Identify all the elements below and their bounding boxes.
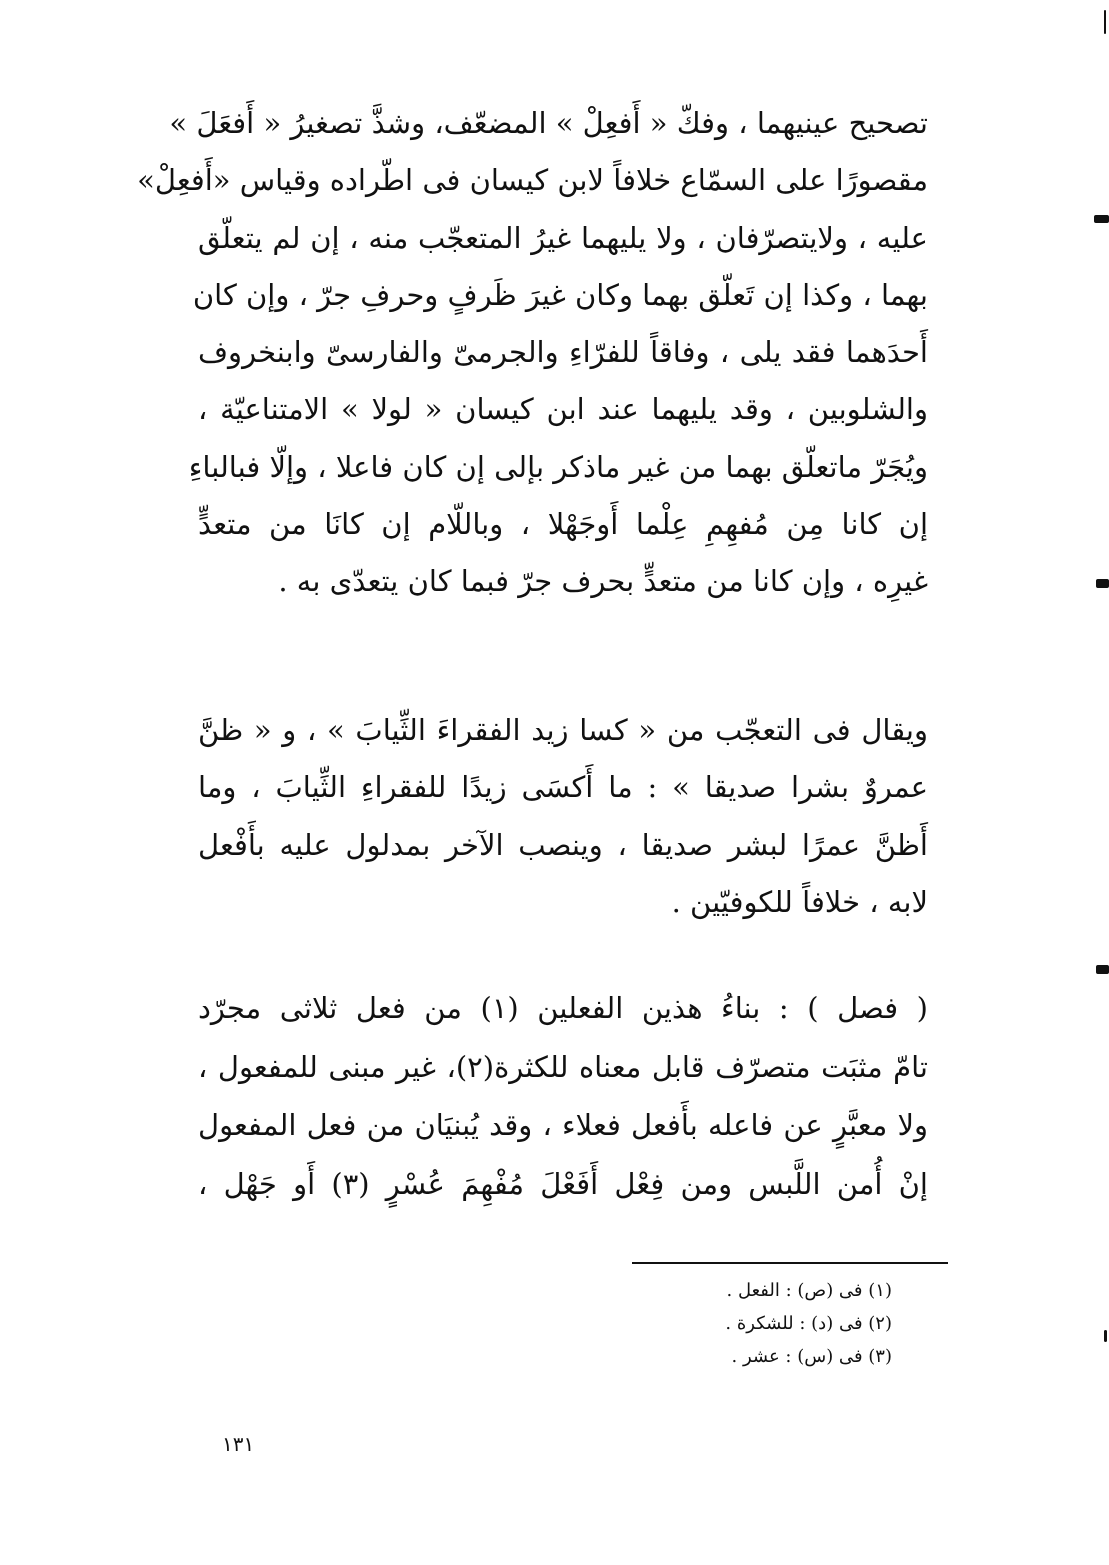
text-line: مقصورًا على السمّاع خلافاً لابن كيسان فى اطّراده وقياس «أَفعِلْ» — [137, 163, 928, 198]
scan-mark — [1096, 965, 1109, 974]
text-line: والشلوبين ، وقد يليهما عند ابن كيسان « لولا » الامتناعيّة ، — [198, 392, 928, 427]
scan-mark — [1096, 579, 1109, 588]
text-line: إن كانا مِن مُفهِمِ عِلْما أَوجَهْلا ، وباللّام إن كانَا من متعدٍّ — [198, 507, 928, 542]
scan-mark — [1104, 10, 1106, 34]
text-line: أَحدَهما فقد يلى ، وفاقاً للفرّاءِ والجرمىّ والفارسىّ وابنخروف — [198, 335, 928, 370]
scan-mark — [1094, 215, 1109, 223]
text-line: بهما ، وكذا إن تَعلّق بهما وكان غيرَ ظَرفٍ وحرفِ جرّ ، وإن كان — [192, 277, 928, 312]
text-line: تصحيح عينيهما ، وفكّ « أَفعِلْ » المضعّف، وشذَّ تصغيرُ « أَفعَلَ » — [169, 106, 928, 140]
footnote-divider — [632, 1262, 948, 1264]
text-line: أَظنَّ عمرًا لبشر صديقا ، وينصب الآخر بمدلول عليه بأَفْعل — [198, 827, 928, 862]
scan-mark — [1104, 1330, 1107, 1342]
paragraph-1 — [137, 106, 928, 624]
text-line: عمروٌ بشرا صديقا » : ما أَكسَى زيدًا للفقراءِ الثِّيابَ ، وما — [198, 770, 928, 805]
paragraph-3 — [198, 993, 928, 1227]
text-line: إنْ أُمن اللَّبس ومن فِعْل أَفَعْلَ مُفْهِمَ عُسْرٍ (٣) أَو جَهْل ، — [198, 1166, 928, 1201]
footnote-1: (١) فى (ص) : الفعل . — [726, 1280, 892, 1301]
text-line: ( فصل ) : بناءُ هذين الفعلين (١) من فعل ثلاثى مجرّد — [198, 991, 928, 1025]
footnote-3: (٣) فى (س) : عشر . — [731, 1346, 892, 1367]
paragraph-2 — [198, 715, 928, 944]
text-line: لابه ، خلافاً للكوفيّين . — [671, 884, 928, 919]
text-line: ويقال فى التعجّب من « كسا زيد الفقراءَ الثِّيابَ » ، و « ظنَّ — [198, 713, 928, 747]
text-line: غيرِه ، وإن كانا من متعدٍّ بحرف جرّ فبما كان يتعدّى به . — [278, 564, 928, 599]
text-line: ويُجَرّ ماتعلّق بهما من غير ماذكر بإلى إن كان فاعلا ، وإلّا فبالباءِ — [188, 449, 928, 484]
footnote-2: (٢) فى (د) : للشكرة . — [725, 1313, 892, 1334]
text-line: عليه ، ولايتصرّفان ، ولا يليهما غيرُ المتعجّب منه ، إن لم يتعلّق — [198, 220, 928, 255]
footnotes — [600, 1280, 892, 1379]
text-line: ولا معبَّرٍ عن فاعله بأَفعل فعلاء ، وقد يُبنيَان من فعل المفعول — [198, 1108, 928, 1142]
text-line: تامّ مثبَت متصرّف قابل معناه للكثرة(٢)، غير مبنى للمفعول ، — [198, 1049, 928, 1084]
page-number: ١٣١ — [222, 1432, 255, 1456]
